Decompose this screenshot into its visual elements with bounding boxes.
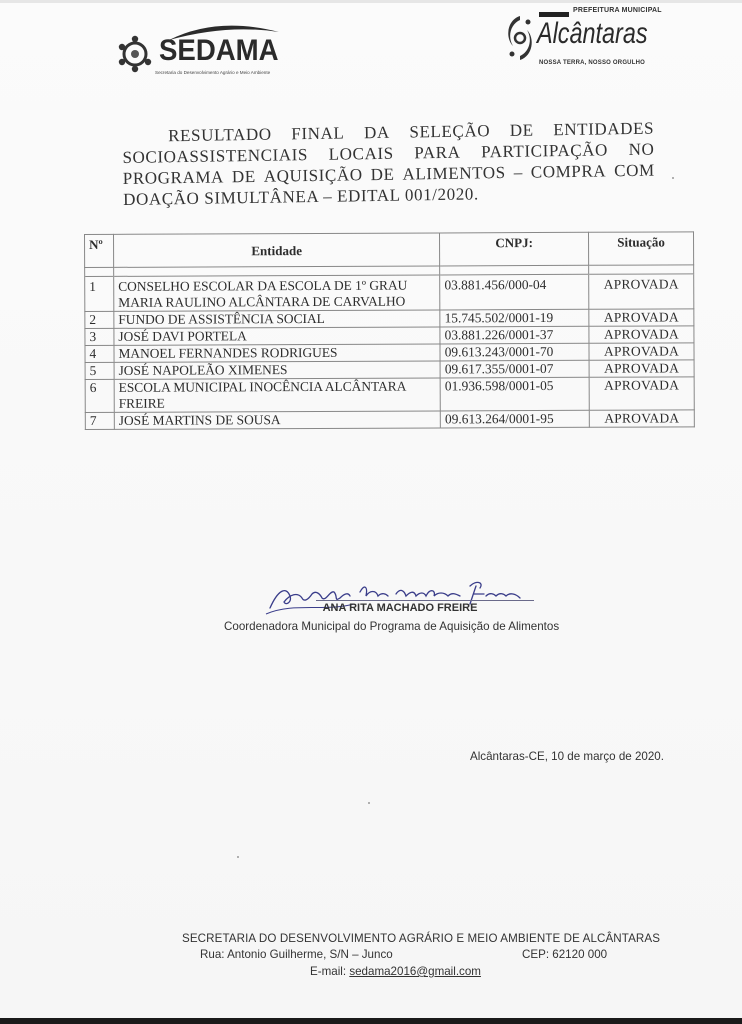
signature-line (316, 600, 534, 601)
scan-edge-top (0, 0, 742, 3)
scan-speck (368, 802, 370, 804)
title-word: PARTICIPAÇÃO (481, 140, 609, 162)
scan-edge-bottom (0, 1018, 742, 1024)
row-cnpj: 09.617.355/0001-07 (440, 360, 589, 378)
row-cnpj: 09.613.243/0001-70 (440, 343, 589, 361)
title-word: ENTIDADES (553, 118, 655, 140)
title-word: FINAL (291, 123, 345, 144)
header-situacao: Situação (589, 232, 694, 265)
header-number: Nº (85, 234, 114, 267)
row-number: 7 (85, 412, 114, 429)
row-entidade: MANOEL FERNANDES RODRIGUES (114, 344, 440, 362)
footer-email-label: E-mail: (310, 965, 347, 978)
scan-speck (237, 856, 239, 858)
signer-name: ANA RITA MACHADO FREIRE (322, 602, 478, 614)
row-number: 5 (85, 362, 114, 379)
alcantaras-logo-prefix: PREFEITURA MUNICIPAL (573, 7, 662, 14)
title-word: SELEÇÃO (409, 121, 491, 142)
alcantaras-emblem-icon (503, 10, 537, 66)
row-situacao: APROVADA (589, 274, 694, 309)
alcantaras-logo-name: Alcântaras (537, 17, 648, 50)
table-row (85, 410, 694, 430)
results-table (84, 231, 695, 430)
title-word: DE (370, 164, 395, 185)
row-entidade: ESCOLA MUNICIPAL INOCÊNCIA ALCÂNTARA FREIRE (114, 378, 440, 412)
sedama-logo-tagline: Secretaria do Desenvolvimento Agrário e Meio Ambiente (155, 70, 271, 75)
alcantaras-logo-slogan: NOSSA TERRA, NOSSO ORGULHO (539, 60, 645, 66)
table-header-row (85, 232, 694, 268)
title-word: LOCAIS (328, 143, 394, 164)
title-word: – (513, 162, 524, 182)
footer-cep: CEP: 62120 000 (522, 948, 608, 961)
footer-address: Rua: Antonio Guilherme, S/N – Junco (200, 948, 393, 961)
signer-role: Coordenadora Municipal do Programa de Aquisição de Alimentos (224, 620, 560, 633)
row-situacao: APROVADA (589, 309, 694, 326)
document-title (122, 118, 655, 210)
row-cnpj: 09.613.264/0001-95 (440, 410, 589, 428)
header-entidade: Entidade (113, 233, 439, 267)
row-entidade: FUNDO DE ASSISTÊNCIA SOCIAL (114, 310, 440, 328)
sedama-logo-name: SEDAMA (159, 34, 279, 67)
row-situacao: APROVADA (589, 326, 694, 343)
row-number: 1 (85, 276, 114, 311)
title-word: ALIMENTOS (402, 162, 506, 184)
title-word: COM (614, 160, 655, 181)
title-line-4: DOAÇÃO SIMULTÂNEA – EDITAL 001/2020. (123, 184, 479, 209)
row-number: 4 (85, 345, 114, 362)
header-cnpj: CNPJ: (440, 232, 589, 266)
row-situacao: APROVADA (589, 410, 694, 427)
alcantaras-logo (503, 4, 662, 74)
title-word: DE (509, 120, 534, 140)
table-row (85, 377, 694, 413)
row-entidade: CONSELHO ESCOLAR DA ESCOLA DE 1º GRAU MARIA RAULINO ALCÂNTARA DE CARVALHO (114, 275, 440, 311)
footer-email-line (310, 965, 481, 978)
title-word: SOCIOASSISTENCIAIS (122, 145, 309, 167)
row-number: 2 (85, 311, 114, 328)
row-cnpj: 15.745.502/0001-19 (440, 309, 589, 327)
row-number: 3 (85, 328, 114, 345)
row-situacao: APROVADA (589, 343, 694, 360)
title-word: NO (628, 139, 655, 160)
row-cnpj: 03.881.226/0001-37 (440, 326, 589, 344)
title-word: PARA (414, 142, 461, 163)
title-word: AQUISIÇÃO (263, 165, 363, 186)
row-cnpj: 01.936.598/0001-05 (440, 377, 589, 411)
row-entidade: JOSÉ DAVI PORTELA (114, 327, 440, 345)
results-table-wrapper (84, 231, 695, 430)
row-entidade: JOSÉ MARTINS DE SOUSA (114, 411, 440, 429)
title-word: RESULTADO (168, 124, 272, 146)
title-word: PROGRAMA (122, 167, 225, 188)
row-situacao: APROVADA (589, 377, 694, 410)
sedama-emblem-icon (115, 28, 159, 76)
footer-org: SECRETARIA DO DESENVOLVIMENTO AGRÁRIO E MEIO AMBIENTE DE ALCÂNTARAS (182, 932, 661, 945)
row-situacao: APROVADA (589, 360, 694, 377)
row-number: 6 (85, 379, 114, 412)
scan-speck (672, 177, 674, 179)
title-word: DE (231, 166, 256, 187)
date-line: Alcântaras-CE, 10 de março de 2020. (470, 750, 664, 763)
footer-email-link[interactable]: sedama2016@gmail.com (349, 965, 481, 978)
table-row (85, 274, 694, 312)
title-word: DA (363, 122, 390, 143)
title-word: COMPRA (530, 161, 607, 182)
sedama-logo (115, 14, 280, 80)
row-cnpj: 03.881.456/000-04 (440, 274, 589, 310)
row-entidade: JOSÉ NAPOLEÃO XIMENES (114, 361, 440, 379)
